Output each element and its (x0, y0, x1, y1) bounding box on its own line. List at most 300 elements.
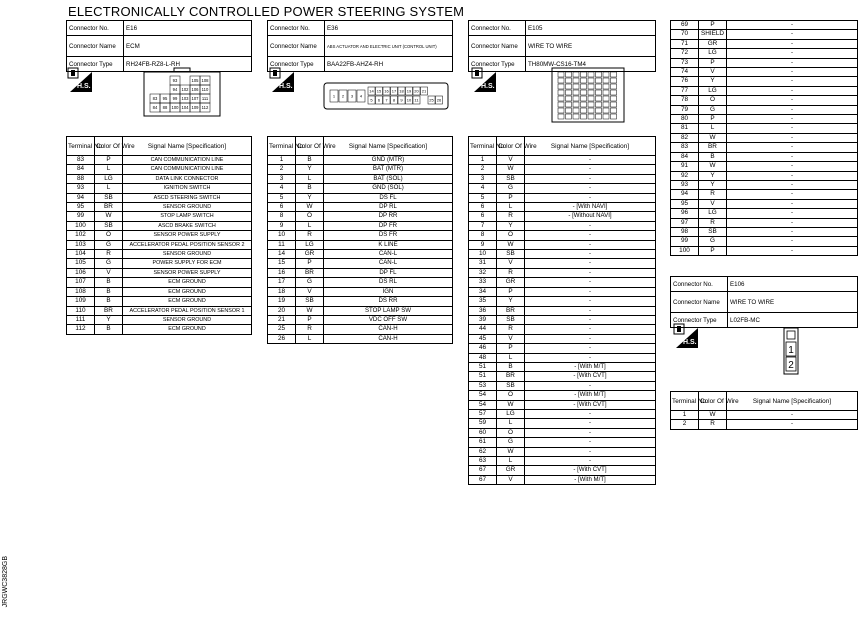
wire-color-cell: V (95, 268, 123, 277)
terminal-no-cell: 110 (67, 306, 95, 315)
connector-e105-pin-table (468, 136, 656, 485)
pin-label: 94 (172, 87, 178, 92)
terminal-no-cell: 2 (268, 165, 296, 174)
table-row (671, 180, 858, 189)
signal-name-cell: - [With M/T] (525, 391, 656, 400)
pin-cavity (558, 102, 564, 107)
wire-color-cell: B (296, 184, 324, 193)
pin-label: 104 (181, 105, 189, 110)
pin-cavity (581, 78, 587, 83)
terminal-no-cell: 57 (469, 409, 497, 418)
pin-cavity (558, 78, 564, 83)
pin-cavity (588, 78, 594, 83)
table-row (469, 212, 656, 221)
pin-label: 5 (370, 97, 373, 103)
terminal-no-cell: 26 (268, 334, 296, 343)
terminal-no-cell: 5 (268, 193, 296, 202)
pin-cavity (603, 78, 609, 83)
terminal-no-cell: 93 (67, 184, 95, 193)
terminal-no-cell: 104 (67, 250, 95, 259)
table-row (671, 105, 858, 114)
wire-color-cell: L (95, 184, 123, 193)
wire-color-cell: L (699, 124, 727, 133)
signal-name-cell: - (727, 199, 858, 208)
pin-label: 109 (191, 105, 199, 110)
pin-cavity (566, 72, 572, 77)
wire-color-cell: O (699, 96, 727, 105)
terminal-no-cell: 98 (671, 227, 699, 236)
terminal-no-cell: 5 (469, 193, 497, 202)
pin-cavity (566, 84, 572, 89)
pin-cavity (588, 84, 594, 89)
signal-name-cell: STOP LAMP SW (324, 306, 453, 315)
signal-name-cell: - (525, 334, 656, 343)
table-row (469, 297, 656, 306)
table-row (671, 237, 858, 246)
wire-color-cell: V (497, 259, 525, 268)
pin-cavity (596, 78, 602, 83)
table-row (671, 209, 858, 218)
terminal-no-cell: 16 (268, 268, 296, 277)
connector-name-value: ABS ACTUATOR AND ELECTRIC UNIT (CONTROL UNIT) (325, 36, 453, 57)
terminal-no-cell: 4 (469, 184, 497, 193)
table-row (671, 77, 858, 86)
table-row (268, 278, 453, 287)
hand-side-icon (66, 66, 92, 92)
terminal-no-cell: 6 (469, 212, 497, 221)
signal-name-cell: DS FL (324, 193, 453, 202)
terminal-no-cell: 15 (268, 259, 296, 268)
signal-name-cell: - (727, 49, 858, 58)
table-row (469, 344, 656, 353)
wire-color-cell: O (95, 231, 123, 240)
diagram-code: JRGWC3828GB (2, 556, 9, 608)
pin-cavity (581, 72, 587, 77)
pin-label: 1 (332, 93, 336, 99)
terminal-no-cell: 78 (671, 96, 699, 105)
signal-name-cell: - (525, 287, 656, 296)
wire-color-cell: Y (95, 315, 123, 324)
signal-name-cell: - (525, 268, 656, 277)
pin-cavity (581, 114, 587, 119)
connector-e16-pin-table (66, 136, 252, 335)
wire-color-cell: W (296, 203, 324, 212)
pin-cavity (596, 114, 602, 119)
signal-name-cell: - (727, 227, 858, 236)
wire-color-cell: R (497, 268, 525, 277)
table-row (268, 240, 453, 249)
table-row (67, 259, 252, 268)
pin-cavity (588, 96, 594, 101)
table-row (268, 259, 453, 268)
pin-label: 84 (152, 105, 158, 110)
terminal-no-cell: 73 (671, 58, 699, 67)
wire-color-cell: SB (296, 297, 324, 306)
pin-cavity (581, 102, 587, 107)
table-row (67, 203, 252, 212)
connector-type-label: Connector Type (268, 57, 325, 72)
terminal-no-cell: 21 (268, 315, 296, 324)
pin-cavity (573, 84, 579, 89)
terminal-no-cell: 19 (268, 297, 296, 306)
signal-name-cell: CAN-L (324, 259, 453, 268)
pin-label: 2 (788, 360, 794, 371)
connector-e106-face (782, 326, 800, 376)
terminal-no-cell: 9 (268, 221, 296, 230)
terminal-no-header: Terminal No. (469, 137, 497, 156)
terminal-no-cell: 79 (671, 105, 699, 114)
pin-label: 3 (350, 93, 354, 99)
signal-name-cell: - (727, 96, 858, 105)
table-row (671, 411, 858, 420)
pin-cavity (573, 96, 579, 101)
terminal-no-cell: 91 (671, 162, 699, 171)
signal-name-cell: - (525, 250, 656, 259)
terminal-no-cell: 48 (469, 353, 497, 362)
wire-color-cell: SHIELD (699, 30, 727, 39)
wire-color-cell: BR (497, 372, 525, 381)
pin-label: 15 (376, 88, 382, 94)
pin-cavity (603, 102, 609, 107)
pin-label: 99 (172, 96, 178, 101)
signal-name-cell: - (525, 315, 656, 324)
wire-color-cell: G (95, 259, 123, 268)
wire-color-cell: L (296, 334, 324, 343)
pin-label: 105 (191, 78, 199, 83)
signal-name-cell: - (525, 409, 656, 418)
wire-color-cell: O (497, 231, 525, 240)
color-of-wire-header: Color Of Wire (95, 137, 123, 156)
pin-cavity (611, 78, 617, 83)
table-row (469, 475, 656, 484)
wire-color-cell: P (497, 287, 525, 296)
wire-color-cell: L (296, 221, 324, 230)
table-row (268, 306, 453, 315)
pin-cavity (588, 102, 594, 107)
wire-color-cell: SB (95, 221, 123, 230)
table-row (469, 156, 656, 165)
terminal-no-cell: 100 (671, 246, 699, 255)
table-row (67, 297, 252, 306)
signal-name-cell: DP RL (324, 203, 453, 212)
signal-name-cell: ECM GROUND (123, 297, 252, 306)
wire-color-cell: GR (296, 250, 324, 259)
table-row (268, 193, 453, 202)
signal-name-cell: K LINE (324, 240, 453, 249)
table-row (469, 438, 656, 447)
wire-color-cell: Y (699, 180, 727, 189)
pin-label: 8 (392, 97, 396, 103)
terminal-no-cell: 20 (268, 306, 296, 315)
terminal-no-cell: 88 (67, 174, 95, 183)
terminal-no-cell: 92 (671, 171, 699, 180)
table-row (671, 218, 858, 227)
signal-name-cell: CAN COMMUNICATION LINE (123, 165, 252, 174)
signal-name-cell: - (525, 419, 656, 428)
pin-label: 16 (384, 88, 389, 94)
terminal-no-header: Terminal No. (671, 392, 699, 411)
signal-name-cell: DP RR (324, 212, 453, 221)
wire-color-cell: BR (699, 143, 727, 152)
wire-color-cell: V (296, 287, 324, 296)
terminal-no-cell: 109 (67, 297, 95, 306)
terminal-no-cell: 69 (671, 21, 699, 30)
pin-cavity (566, 102, 572, 107)
pin-cavity (603, 72, 609, 77)
wire-color-cell: G (699, 237, 727, 246)
table-row (469, 231, 656, 240)
terminal-no-cell: 53 (469, 381, 497, 390)
signal-name-cell: - (727, 143, 858, 152)
pin-label: 108 (201, 78, 209, 83)
wire-color-cell: W (497, 165, 525, 174)
wire-color-cell: L (95, 165, 123, 174)
pin-cavity (596, 72, 602, 77)
table-row (671, 115, 858, 124)
connector-no-value: E105 (526, 21, 656, 36)
signal-name-cell: - (727, 77, 858, 86)
pin-label: 83 (152, 96, 158, 101)
signal-name-cell: BAT (SOL) (324, 174, 453, 183)
pin-cavity (573, 78, 579, 83)
terminal-no-cell: 6 (268, 203, 296, 212)
wire-color-cell: LG (699, 86, 727, 95)
terminal-no-cell: 35 (469, 297, 497, 306)
table-row (268, 315, 453, 324)
signal-name-cell: - (727, 86, 858, 95)
pin-label: 103 (181, 96, 189, 101)
table-row (268, 268, 453, 277)
terminal-no-cell: 112 (67, 325, 95, 334)
table-row (268, 165, 453, 174)
terminal-no-cell: 96 (671, 209, 699, 218)
pin-cavity (603, 90, 609, 95)
signal-name-cell: - (525, 259, 656, 268)
connector-e105-pin-table-cont (670, 20, 858, 256)
terminal-no-cell: 45 (469, 334, 497, 343)
pin-label: 14 (369, 88, 374, 94)
signal-name-cell: ACCELERATOR PEDAL POSITION SENSOR 2 (123, 240, 252, 249)
signal-name-cell: - [With M/T] (525, 475, 656, 484)
connector-no-label: Connector No. (671, 277, 728, 292)
wire-color-cell: P (497, 193, 525, 202)
pin-label: 100 (171, 105, 179, 110)
table-row (671, 30, 858, 39)
wire-color-cell: BR (95, 203, 123, 212)
wire-color-cell: W (497, 400, 525, 409)
wire-color-cell: G (296, 278, 324, 287)
terminal-no-cell: 80 (671, 115, 699, 124)
table-row (469, 221, 656, 230)
signal-name-cell: POWER SUPPLY FOR ECM (123, 259, 252, 268)
pin-cavity (588, 72, 594, 77)
pin-cavity (558, 72, 564, 77)
signal-name-cell: - (727, 133, 858, 142)
terminal-no-cell: 39 (469, 315, 497, 324)
wire-color-cell: B (95, 287, 123, 296)
terminal-no-cell: 72 (671, 49, 699, 58)
color-of-wire-header: Color Of Wire (296, 137, 324, 156)
pin-cavity (611, 96, 617, 101)
pin-label: 17 (391, 88, 397, 94)
connector-name-value: ECM (124, 36, 252, 57)
signal-name-cell: - (727, 152, 858, 161)
terminal-no-cell: 54 (469, 391, 497, 400)
connector-no-label: Connector No. (469, 21, 526, 36)
table-row (671, 143, 858, 152)
connector-name-label: Connector Name (671, 292, 728, 313)
signal-name-cell: - (727, 30, 858, 39)
signal-name-cell: STOP LAMP SWITCH (123, 212, 252, 221)
pin-cavity (558, 84, 564, 89)
wire-color-cell: BR (95, 306, 123, 315)
signal-name-cell: - (727, 58, 858, 67)
signal-name-cell: - (525, 165, 656, 174)
table-row (67, 268, 252, 277)
pin-cavity (566, 90, 572, 95)
signal-name-header: Signal Name [Specification] (727, 392, 858, 411)
wire-color-cell: L (497, 203, 525, 212)
pin-cavity (566, 78, 572, 83)
pin-label: 95 (162, 96, 168, 101)
wire-color-cell: LG (699, 49, 727, 58)
terminal-no-cell: 63 (469, 457, 497, 466)
wire-color-cell: B (497, 362, 525, 371)
signal-name-cell: - (525, 447, 656, 456)
table-row (67, 231, 252, 240)
wire-color-cell: V (699, 68, 727, 77)
terminal-no-cell: 51 (469, 362, 497, 371)
signal-name-cell: IGNITION SWITCH (123, 184, 252, 193)
connector-type-label: Connector Type (67, 57, 124, 72)
terminal-no-cell: 99 (67, 212, 95, 221)
pin-cavity (566, 96, 572, 101)
table-row (67, 184, 252, 193)
signal-name-cell: - (727, 180, 858, 189)
pin-label: 102 (181, 87, 189, 92)
signal-name-cell: DS RL (324, 278, 453, 287)
pin-label: 10 (406, 97, 412, 103)
table-row (268, 174, 453, 183)
wire-color-cell: SB (95, 193, 123, 202)
connector-name-value: WIRE TO WIRE (526, 36, 656, 57)
signal-name-cell: IGN (324, 287, 453, 296)
terminal-no-cell: 1 (469, 156, 497, 165)
wire-color-cell: W (699, 162, 727, 171)
signal-name-cell: - (525, 428, 656, 437)
pin-cavity (588, 108, 594, 113)
table-row (469, 174, 656, 183)
pin-label: 110 (201, 87, 209, 92)
wire-color-cell: W (497, 240, 525, 249)
hand-side-icon (470, 66, 496, 92)
signal-name-cell: ECM GROUND (123, 325, 252, 334)
signal-name-cell: - (727, 411, 858, 420)
wire-color-cell: P (699, 58, 727, 67)
terminal-no-cell: 54 (469, 400, 497, 409)
signal-name-cell: - (525, 306, 656, 315)
connector-name-label: Connector Name (67, 36, 124, 57)
terminal-no-cell: 25 (268, 325, 296, 334)
table-row (469, 334, 656, 343)
table-row (671, 227, 858, 236)
signal-name-cell: BAT (MTR) (324, 165, 453, 174)
wire-color-cell: W (699, 133, 727, 142)
pin-label: 11 (414, 97, 419, 103)
signal-name-cell: - (525, 156, 656, 165)
terminal-no-cell: 107 (67, 278, 95, 287)
terminal-no-cell: 8 (268, 212, 296, 221)
terminal-no-cell: 97 (671, 218, 699, 227)
pin-cavity (573, 102, 579, 107)
wire-color-cell: G (497, 184, 525, 193)
terminal-no-cell: 100 (67, 221, 95, 230)
wire-color-cell: G (497, 438, 525, 447)
connector-e106-header (670, 276, 858, 328)
terminal-no-cell: 10 (469, 250, 497, 259)
terminal-no-cell: 93 (671, 180, 699, 189)
pin-label: 93 (172, 78, 178, 83)
signal-name-header: Signal Name [Specification] (123, 137, 252, 156)
signal-name-cell: - [With CVT] (525, 372, 656, 381)
pin-cavity (581, 96, 587, 101)
terminal-no-cell: 44 (469, 325, 497, 334)
pin-cavity (581, 90, 587, 95)
terminal-no-cell: 95 (67, 203, 95, 212)
terminal-no-cell: 81 (671, 124, 699, 133)
wire-color-cell: LG (699, 209, 727, 218)
signal-name-cell: - (525, 457, 656, 466)
terminal-no-cell: 102 (67, 231, 95, 240)
signal-name-header: Signal Name [Specification] (525, 137, 656, 156)
pin-label: 18 (399, 88, 404, 94)
wire-color-cell: G (699, 105, 727, 114)
signal-name-cell: CAN-H (324, 325, 453, 334)
wire-color-cell: P (296, 315, 324, 324)
wire-color-cell: R (95, 250, 123, 259)
table-row (67, 165, 252, 174)
color-of-wire-header: Color Of Wire (699, 392, 727, 411)
pin-label: 21 (421, 88, 427, 94)
table-row (671, 152, 858, 161)
hs-label: H.S. (683, 339, 697, 346)
signal-name-cell: - (525, 193, 656, 202)
connector-e16-header (66, 20, 252, 72)
table-row (469, 419, 656, 428)
hand-side-icon (672, 322, 698, 348)
signal-name-cell: SENSOR POWER SUPPLY (123, 231, 252, 240)
pin-label: 4 (359, 93, 363, 99)
pin-cavity (603, 108, 609, 113)
table-row (469, 381, 656, 390)
wire-color-cell: B (699, 152, 727, 161)
wire-color-cell: B (95, 297, 123, 306)
pin-cavity (596, 90, 602, 95)
signal-name-cell: DS RR (324, 297, 453, 306)
table-row (268, 287, 453, 296)
pin-cavity (588, 90, 594, 95)
pin-cavity (596, 102, 602, 107)
table-row (67, 278, 252, 287)
terminal-no-cell: 77 (671, 86, 699, 95)
wire-color-cell: R (699, 420, 727, 429)
signal-name-cell: - (525, 231, 656, 240)
table-row (671, 162, 858, 171)
signal-name-cell: - (727, 115, 858, 124)
signal-name-cell: - (525, 353, 656, 362)
terminal-no-cell: 70 (671, 30, 699, 39)
signal-name-cell: - (727, 68, 858, 77)
